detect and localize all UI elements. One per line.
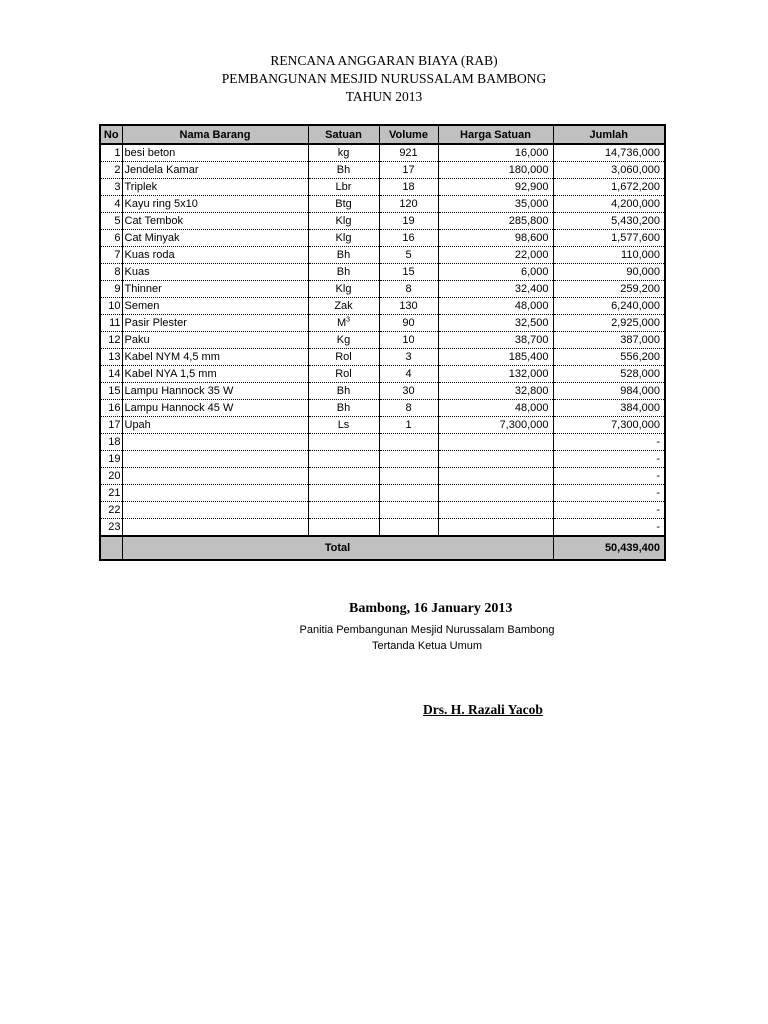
row-nama-barang: Kabel NYM 4,5 mm — [122, 349, 308, 366]
row-harga-satuan: 98,600 — [438, 230, 553, 247]
unit-base: M — [336, 317, 347, 329]
row-volume — [379, 519, 438, 537]
row-harga-satuan: 48,000 — [438, 400, 553, 417]
document-heading — [0, 52, 768, 106]
row-jumlah: 1,672,200 — [553, 179, 665, 196]
table-row — [100, 434, 665, 451]
unit-exponent: 3 — [346, 316, 351, 324]
row-nama-barang — [122, 434, 308, 451]
col-header-harga-satuan: Harga Satuan — [438, 125, 553, 144]
row-satuan: Btg — [308, 196, 379, 213]
table-header-row — [100, 125, 665, 144]
col-header-no: No — [100, 125, 122, 144]
row-volume — [379, 485, 438, 502]
row-harga-satuan: 92,900 — [438, 179, 553, 196]
row-satuan: Kg — [308, 332, 379, 349]
row-harga-satuan: 38,700 — [438, 332, 553, 349]
row-satuan: Bh — [308, 400, 379, 417]
row-no: 19 — [100, 451, 122, 468]
table-row — [100, 366, 665, 383]
row-volume — [379, 502, 438, 519]
table-row — [100, 298, 665, 315]
row-satuan: kg — [308, 144, 379, 162]
row-volume: 16 — [379, 230, 438, 247]
row-volume: 3 — [379, 349, 438, 366]
table-row — [100, 417, 665, 434]
row-satuan — [308, 434, 379, 451]
row-jumlah: - — [553, 434, 665, 451]
row-harga-satuan — [438, 485, 553, 502]
row-no: 17 — [100, 417, 122, 434]
row-jumlah: 387,000 — [553, 332, 665, 349]
row-jumlah: 528,000 — [553, 366, 665, 383]
total-value: 50,439,400 — [553, 536, 665, 560]
row-satuan: Bh — [308, 247, 379, 264]
budget-table — [99, 124, 666, 561]
table-row — [100, 230, 665, 247]
row-jumlah: - — [553, 502, 665, 519]
row-satuan: Zak — [308, 298, 379, 315]
row-no: 4 — [100, 196, 122, 213]
row-jumlah: 6,240,000 — [553, 298, 665, 315]
row-harga-satuan: 22,000 — [438, 247, 553, 264]
row-volume: 120 — [379, 196, 438, 213]
row-volume: 4 — [379, 366, 438, 383]
row-harga-satuan: 285,800 — [438, 213, 553, 230]
row-jumlah: - — [553, 468, 665, 485]
table-row — [100, 213, 665, 230]
row-nama-barang — [122, 485, 308, 502]
row-satuan: Bh — [308, 383, 379, 400]
row-jumlah: 259,200 — [553, 281, 665, 298]
table-row — [100, 179, 665, 196]
row-jumlah: 7,300,000 — [553, 417, 665, 434]
row-jumlah: 384,000 — [553, 400, 665, 417]
row-harga-satuan: 6,000 — [438, 264, 553, 281]
signature-name: Drs. H. Razali Yacob — [423, 702, 543, 717]
col-header-nama-barang: Nama Barang — [122, 125, 308, 144]
row-satuan — [308, 485, 379, 502]
heading-year: TAHUN 2013 — [345, 89, 423, 104]
row-satuan — [308, 451, 379, 468]
table-body — [100, 144, 665, 536]
row-harga-satuan: 180,000 — [438, 162, 553, 179]
row-harga-satuan — [438, 451, 553, 468]
row-nama-barang: Kuas — [122, 264, 308, 281]
row-nama-barang — [122, 502, 308, 519]
row-harga-satuan: 132,000 — [438, 366, 553, 383]
row-harga-satuan — [438, 519, 553, 537]
row-jumlah: - — [553, 485, 665, 502]
row-jumlah: 556,200 — [553, 349, 665, 366]
row-no: 12 — [100, 332, 122, 349]
table-row — [100, 162, 665, 179]
row-volume — [379, 468, 438, 485]
row-jumlah: 3,060,000 — [553, 162, 665, 179]
row-jumlah: 14,736,000 — [553, 144, 665, 162]
row-jumlah: 5,430,200 — [553, 213, 665, 230]
row-no: 14 — [100, 366, 122, 383]
table-row — [100, 349, 665, 366]
row-jumlah: 110,000 — [553, 247, 665, 264]
row-nama-barang: Semen — [122, 298, 308, 315]
row-no: 15 — [100, 383, 122, 400]
row-harga-satuan: 35,000 — [438, 196, 553, 213]
row-jumlah: 90,000 — [553, 264, 665, 281]
row-nama-barang — [122, 519, 308, 537]
table-row — [100, 451, 665, 468]
row-nama-barang: Kabel NYA 1,5 mm — [122, 366, 308, 383]
row-jumlah: 984,000 — [553, 383, 665, 400]
row-volume: 30 — [379, 383, 438, 400]
row-volume: 5 — [379, 247, 438, 264]
table-row — [100, 383, 665, 400]
row-volume — [379, 434, 438, 451]
row-nama-barang: besi beton — [122, 144, 308, 162]
table-row — [100, 502, 665, 519]
row-volume: 17 — [379, 162, 438, 179]
row-nama-barang: Lampu Hannock 35 W — [122, 383, 308, 400]
row-volume: 15 — [379, 264, 438, 281]
row-nama-barang — [122, 468, 308, 485]
row-nama-barang: Kuas roda — [122, 247, 308, 264]
row-harga-satuan: 48,000 — [438, 298, 553, 315]
row-nama-barang: Cat Minyak — [122, 230, 308, 247]
row-satuan — [308, 315, 379, 332]
row-volume: 1 — [379, 417, 438, 434]
table-row — [100, 281, 665, 298]
table-row — [100, 400, 665, 417]
table-row — [100, 315, 665, 332]
row-volume: 18 — [379, 179, 438, 196]
row-jumlah: 4,200,000 — [553, 196, 665, 213]
signature-place-date: Bambong, 16 January 2013 — [349, 601, 513, 616]
row-satuan: Klg — [308, 281, 379, 298]
row-satuan: Klg — [308, 213, 379, 230]
row-no: 10 — [100, 298, 122, 315]
row-nama-barang: Pasir Plester — [122, 315, 308, 332]
row-volume: 921 — [379, 144, 438, 162]
row-volume: 8 — [379, 281, 438, 298]
row-satuan: Bh — [308, 162, 379, 179]
row-harga-satuan: 32,500 — [438, 315, 553, 332]
row-nama-barang: Upah — [122, 417, 308, 434]
row-volume: 130 — [379, 298, 438, 315]
row-no: 23 — [100, 519, 122, 537]
row-jumlah: 2,925,000 — [553, 315, 665, 332]
row-nama-barang: Kayu ring 5x10 — [122, 196, 308, 213]
row-harga-satuan: 32,800 — [438, 383, 553, 400]
row-no: 5 — [100, 213, 122, 230]
table-row — [100, 144, 665, 162]
heading-project: PEMBANGUNAN MESJID NURUSSALAM BAMBONG — [221, 71, 547, 86]
row-satuan: Bh — [308, 264, 379, 281]
col-header-jumlah: Jumlah — [553, 125, 665, 144]
row-satuan — [308, 519, 379, 537]
row-volume: 19 — [379, 213, 438, 230]
total-blank-cell — [100, 536, 122, 560]
row-volume — [379, 451, 438, 468]
row-jumlah: 1,577,600 — [553, 230, 665, 247]
row-harga-satuan — [438, 468, 553, 485]
row-no: 13 — [100, 349, 122, 366]
row-no: 6 — [100, 230, 122, 247]
row-no: 8 — [100, 264, 122, 281]
row-harga-satuan — [438, 502, 553, 519]
row-nama-barang: Triplek — [122, 179, 308, 196]
row-satuan: Rol — [308, 366, 379, 383]
table-row — [100, 196, 665, 213]
row-jumlah: - — [553, 519, 665, 537]
row-satuan — [308, 468, 379, 485]
row-nama-barang: Paku — [122, 332, 308, 349]
row-volume: 10 — [379, 332, 438, 349]
signature-committee: Panitia Pembangunan Mesjid Nurussalam Bambong — [299, 624, 555, 636]
row-no: 21 — [100, 485, 122, 502]
row-harga-satuan: 32,400 — [438, 281, 553, 298]
row-no: 9 — [100, 281, 122, 298]
row-no: 22 — [100, 502, 122, 519]
row-no: 11 — [100, 315, 122, 332]
row-harga-satuan: 16,000 — [438, 144, 553, 162]
row-nama-barang: Lampu Hannock 45 W — [122, 400, 308, 417]
table-row — [100, 332, 665, 349]
row-harga-satuan: 7,300,000 — [438, 417, 553, 434]
row-nama-barang: Jendela Kamar — [122, 162, 308, 179]
row-jumlah: - — [553, 451, 665, 468]
row-no: 3 — [100, 179, 122, 196]
total-label: Total — [122, 536, 553, 560]
total-row — [100, 536, 665, 560]
row-no: 2 — [100, 162, 122, 179]
row-satuan: Ls — [308, 417, 379, 434]
table-row — [100, 264, 665, 281]
row-nama-barang: Cat Tembok — [122, 213, 308, 230]
table-row — [100, 485, 665, 502]
row-nama-barang — [122, 451, 308, 468]
heading-title: RENCANA ANGGARAN BIAYA (RAB) — [270, 53, 498, 68]
row-volume: 90 — [379, 315, 438, 332]
row-no: 20 — [100, 468, 122, 485]
row-no: 7 — [100, 247, 122, 264]
row-harga-satuan: 185,400 — [438, 349, 553, 366]
col-header-volume: Volume — [379, 125, 438, 144]
row-satuan: Rol — [308, 349, 379, 366]
row-satuan: Klg — [308, 230, 379, 247]
row-no: 1 — [100, 144, 122, 162]
table-row — [100, 519, 665, 537]
row-no: 16 — [100, 400, 122, 417]
row-satuan — [308, 502, 379, 519]
row-no: 18 — [100, 434, 122, 451]
row-volume: 8 — [379, 400, 438, 417]
signature-role: Tertanda Ketua Umum — [371, 640, 483, 652]
row-harga-satuan — [438, 434, 553, 451]
table-row — [100, 247, 665, 264]
row-satuan: Lbr — [308, 179, 379, 196]
col-header-satuan: Satuan — [308, 125, 379, 144]
row-nama-barang: Thinner — [122, 281, 308, 298]
table-row — [100, 468, 665, 485]
